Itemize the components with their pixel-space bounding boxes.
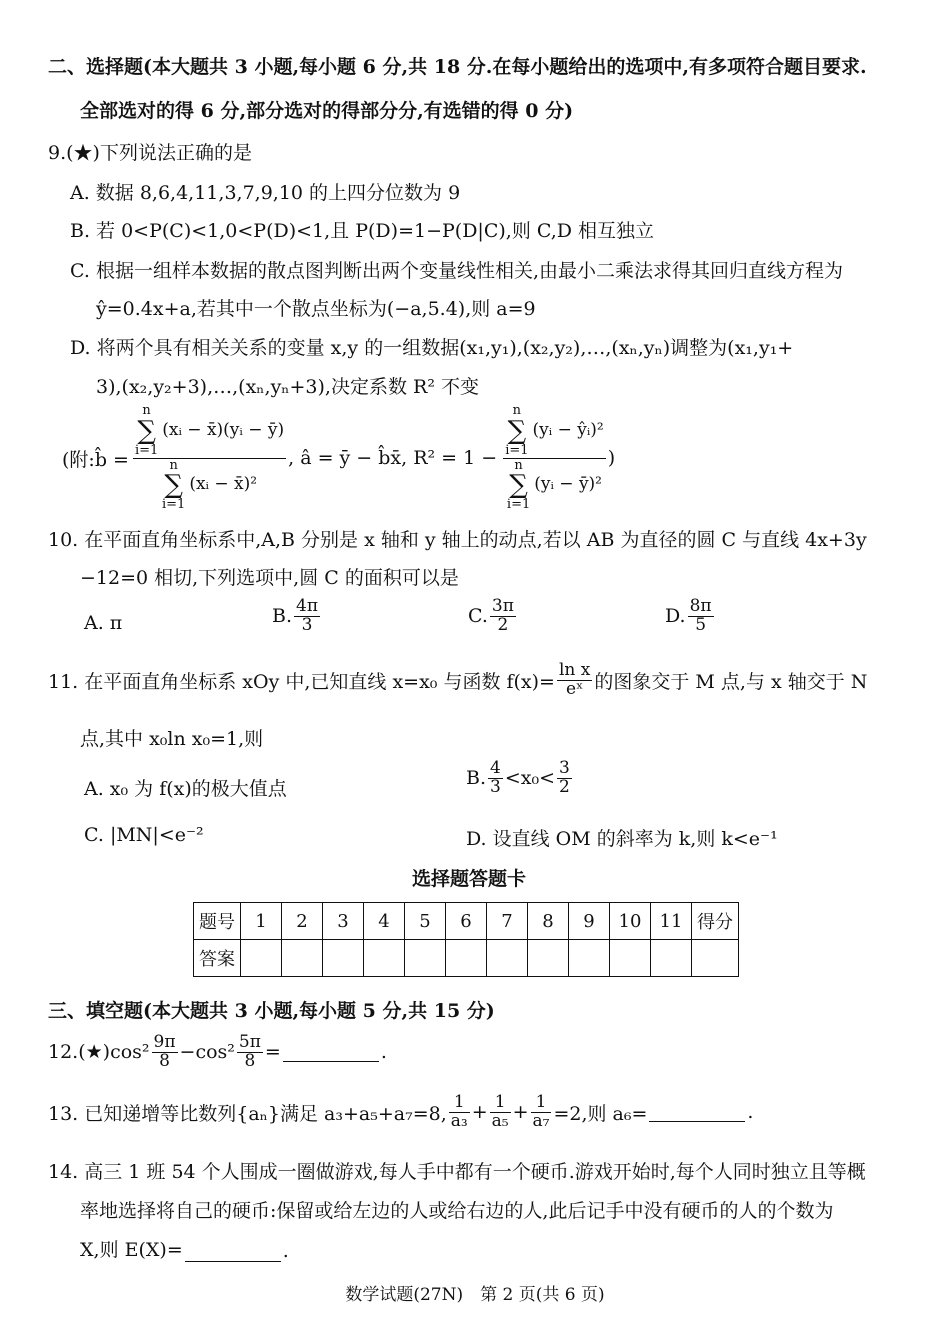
card-number: 10 [610,903,651,940]
q14-period: . [282,1240,289,1262]
fraction: $\frac{9\pi}{8}$ [153,1032,176,1071]
fraction: $\frac{1}{\text{a₃}}$ [450,1092,468,1131]
fraction: $\frac{3}{2}$ [559,758,570,797]
q11-option-c: C. |MN|<e⁻² [84,824,204,846]
q12-answer-blank[interactable] [283,1043,379,1062]
q9-option-d-line1: D. 将两个具有相关关系的变量 x,y 的一组数据(x₁,y₁),(x₂,y₂),…,(xₙ,yₙ)调整为(x₁,y₁+ [70,337,794,359]
q9-option-c-line2: ŷ=0.4x+a,若其中一个散点坐标为(−a,5.4),则 a=9 [96,298,536,320]
sum-upper: n [514,457,523,473]
option-label: C. [468,605,488,628]
fraction: $\frac{1}{\text{a₅}}$ [491,1092,509,1131]
fraction: $\frac{3\pi}{2}$ [491,596,514,635]
q11-stem-line2: 点,其中 x₀ln x₀=1,则 [80,728,264,750]
q11-option-a: A. x₀ 为 f(x)的极大值点 [84,778,287,800]
card-number: 3 [323,903,364,940]
card-answer-cell[interactable] [241,940,282,977]
q14-line2: 率地选择将自己的硬币:保留或给左边的人或给右边的人,此后记手中没有硬币的人的个数为 [80,1200,834,1222]
q11-stem-part1: 11. 在平面直角坐标系 xOy 中,已知直线 x=x₀ 与函数 f(x)= [48,670,555,693]
q10-option-b [272,598,322,635]
card-number: 7 [487,903,528,940]
q12-equals: = [264,1041,281,1064]
card-answer-cell[interactable] [323,940,364,977]
card-answer-cell[interactable] [446,940,487,977]
section2-title: 二、选择题(本大题共 3 小题,每小题 6 分,共 18 分.在每小题给出的选项中,有多项符合题目要求. [48,56,867,78]
card-number: 8 [528,903,569,940]
q11-option-b [466,760,574,797]
q12 [48,1034,387,1071]
fraction: $\frac{5\pi}{8}$ [238,1032,261,1071]
option-label: D. [665,605,686,628]
a-hat-formula: , â = ȳ − b̂x̄, R² = 1 − [288,447,498,469]
sum-upper: n [169,457,178,473]
card-answer-cell[interactable] [405,940,446,977]
plus: + [471,1101,488,1124]
b-denominator: (xᵢ − x̄)² [189,474,258,495]
card-answer-cell[interactable] [487,940,528,977]
q10-option-d [665,598,716,635]
fraction: $\frac{4}{3}$ [490,758,501,797]
card-answer-cell[interactable] [651,940,692,977]
q13 [48,1094,753,1131]
q10-option-c [468,598,518,635]
card-number: 4 [364,903,405,940]
card-answer-cell[interactable] [282,940,323,977]
card-number: 2 [282,903,323,940]
q13-mid: =2,则 a₆= [553,1102,648,1125]
card-score-cell[interactable] [692,940,739,977]
fraction: $\frac{1}{\text{a₇}}$ [532,1092,550,1131]
answer-card-table [193,902,739,977]
q13-period: . [747,1101,754,1124]
card-score-label: 得分 [692,903,739,940]
card-answer-cell[interactable] [528,940,569,977]
sum-lower: i=1 [505,442,529,458]
card-number: 5 [405,903,446,940]
sigma-symbol: ∑ [164,470,183,501]
card-answer-cell[interactable] [364,940,405,977]
f-fraction: $\frac{\text{ln x}}{\text{eˣ}}$ [558,660,591,699]
q9-stem: 9.(★)下列说法正确的是 [48,142,252,164]
q10-stem-line1: 10. 在平面直角坐标系中,A,B 分别是 x 轴和 y 轴上的动点,若以 AB 为直径的圆 C 与直线 4x+3y [48,529,867,551]
q11-option-d: D. 设直线 OM 的斜率为 k,则 k<e⁻¹ [466,828,778,850]
b-numerator: (xᵢ − x̄)(yᵢ − ȳ) [162,419,285,440]
r-denominator: (yᵢ − ȳ)² [534,474,602,495]
q13-prefix: 13. 已知递增等比数列{aₙ}满足 a₃+a₅+a₇=8, [48,1102,447,1125]
q9-appendix-formula [62,403,616,513]
sigma-symbol: ∑ [509,470,528,501]
fraction: $\frac{8\pi}{5}$ [689,596,712,635]
card-answer-cell[interactable] [610,940,651,977]
q11-stem-line1 [48,662,867,699]
q10-stem-line2: −12=0 相切,下列选项中,圆 C 的面积可以是 [80,567,459,589]
sum-lower: i=1 [162,497,186,513]
q9-option-b: B. 若 0<P(C)<1,0<P(D)<1,且 P(D)=1−P(D|C),则 C,D 相互独立 [70,220,655,242]
sum-upper: n [512,403,522,419]
inequality: <x₀< [504,767,556,790]
appendix-prefix: (附:b̂ = [62,448,129,471]
card-row-label-answer: 答案 [194,940,241,977]
plus: + [512,1101,529,1124]
sigma-symbol: ∑ [137,415,156,446]
q9-option-c-line1: C. 根据一组样本数据的散点图判断出两个变量线性相关,由最小二乘法求得其回归直线方程为 [70,260,843,282]
q14-answer-blank[interactable] [185,1243,281,1262]
r-squared-fraction [503,404,606,512]
b-hat-fraction [133,404,286,512]
q12-period: . [380,1041,387,1064]
sum-upper: n [142,403,151,419]
q9-option-d-line2: 3),(x₂,y₂+3),…,(xₙ,yₙ+3),决定系数 R² 不变 [96,376,479,398]
option-label: B. [466,767,487,790]
q12-mid: −cos² [179,1041,235,1064]
sum-lower: i=1 [506,497,531,513]
section2-instructions: 全部选对的得 6 分,部分选对的得部分分,有选错的得 0 分) [80,100,574,122]
card-number: 6 [446,903,487,940]
q13-answer-blank[interactable] [649,1103,745,1122]
q11-stem-part2: 的图象交于 M 点,与 x 轴交于 N [594,670,868,693]
card-number: 1 [241,903,282,940]
answer-card-title: 选择题答题卡 [412,868,527,890]
appendix-suffix: ) [607,447,616,469]
page-footer: 数学试题(27N) 第 2 页(共 6 页) [345,1285,605,1305]
fraction: $\frac{4\pi}{3}$ [296,596,319,635]
card-number: 9 [569,903,610,940]
card-row-label-number: 题号 [194,903,241,940]
q14-prefix: X,则 E(X)= [80,1239,183,1261]
option-label: B. [272,605,293,628]
sum-lower: i=1 [134,442,159,458]
section3-title: 三、填空题(本大题共 3 小题,每小题 5 分,共 15 分) [48,1000,495,1022]
q9-option-a: A. 数据 8,6,4,11,3,7,9,10 的上四分位数为 9 [70,182,461,204]
q10-option-a: A. π [84,612,123,634]
sigma-symbol: ∑ [507,415,527,446]
q12-prefix: 12.(★)cos² [48,1041,150,1064]
r-numerator: (yᵢ − ŷᵢ)² [532,419,604,440]
q14-line1: 14. 高三 1 班 54 个人围成一圈做游戏,每人手中都有一个硬币.游戏开始时,每个人同时独立且等概 [48,1161,866,1183]
card-number: 11 [651,903,692,940]
card-answer-cell[interactable] [569,940,610,977]
q14-line3 [80,1235,289,1262]
